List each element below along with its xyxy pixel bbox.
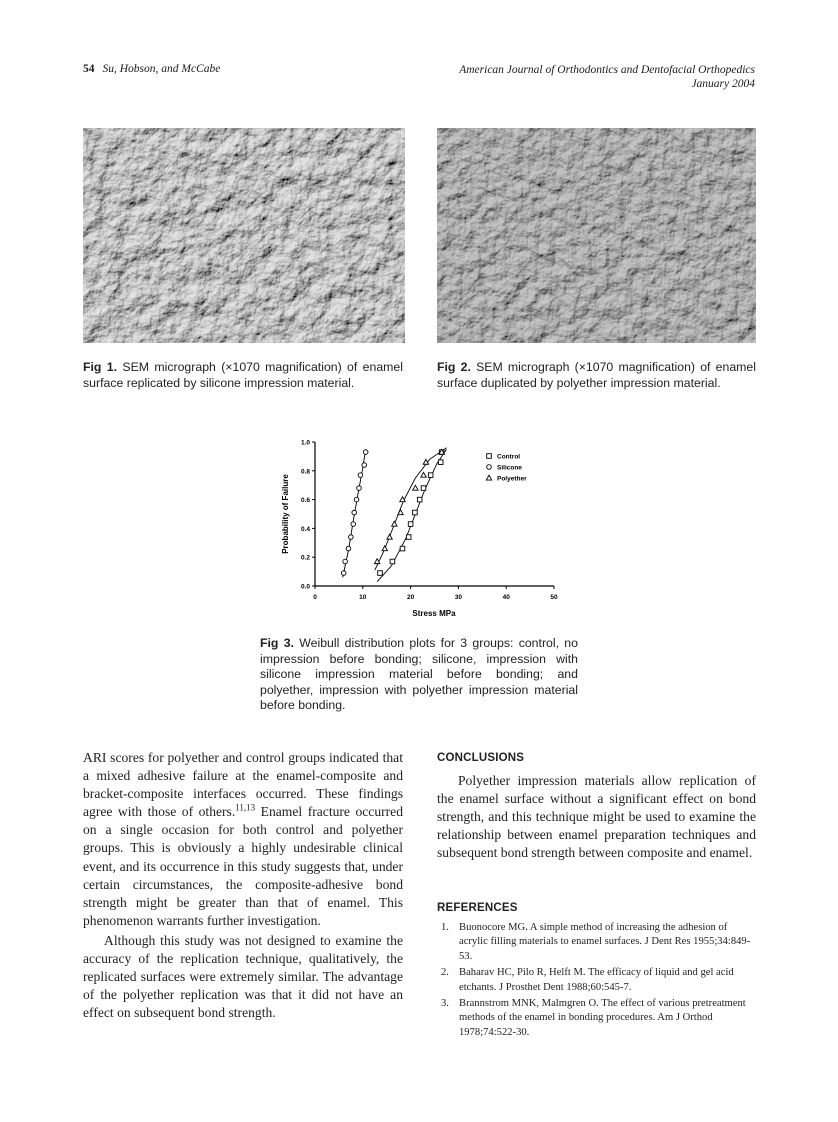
legend-marker-silicone (487, 465, 492, 470)
control-data-point (421, 486, 426, 491)
discussion-column (83, 749, 403, 1022)
reference-item (441, 997, 756, 1040)
fig1-label: Fig 1. (83, 360, 118, 374)
silicone-data-point (351, 522, 356, 527)
control-data-point (378, 571, 383, 576)
x-tick-label: 10 (359, 594, 367, 601)
reference-item (441, 966, 756, 995)
silicone-data-point (357, 486, 362, 491)
legend-marker-control (487, 454, 492, 459)
reference-number: 3. (441, 998, 449, 1010)
references-list (441, 921, 756, 1042)
conclusions-paragraph: Polyether impression materials allow replication of the enamel surface without a significant effect on bond strength, and this technique might be used to examine the relationship between enamel preparation techniques and subsequent bond strength between composite and enamel. (437, 773, 756, 861)
paragraph-1-text-a: ARI scores for polyether and control groups indicated that a mixed adhesive failure at the enamel-composite and bracket-composite interfaces occurred. These findings agree with those of others. (83, 750, 403, 820)
fig3-caption (260, 636, 578, 714)
legend-label-control: Control (497, 453, 521, 461)
fig3-label: Fig 3. (260, 636, 294, 650)
fig2-micrograph-image (437, 128, 756, 343)
control-fit-line (377, 449, 446, 582)
header-authors: Su, Hobson, and McCabe (102, 63, 221, 75)
control-data-point (438, 460, 443, 465)
polyether-data-point (421, 472, 426, 477)
x-tick-label: 40 (502, 594, 510, 601)
fig1-caption (83, 360, 403, 391)
citation-superscript: 11,13 (235, 802, 256, 813)
control-data-point (417, 497, 422, 502)
control-data-point (428, 473, 433, 478)
fig1-caption-text: SEM micrograph (×1070 magnification) of enamel surface replicated by silicone impression material. (83, 360, 403, 390)
references-heading: REFERENCES (437, 902, 518, 914)
conclusions-heading: CONCLUSIONS (437, 752, 525, 764)
legend-label-polyether: Polyether (497, 475, 527, 483)
x-tick-label: 50 (550, 594, 558, 601)
silicone-data-point (343, 559, 348, 564)
fig2-label: Fig 2. (437, 360, 471, 374)
polyether-data-point (387, 534, 392, 539)
y-tick-label: 0.2 (300, 554, 310, 562)
y-tick-label: 0.6 (300, 497, 310, 505)
paragraph-1-text-b: Enamel fracture occurred on a single occasion for both control and polyether groups. This is obviously a highly undesirable clinical event, and its occurrence in this study suggests that, under certain circumstances, the composite-adhesive bond strength might be greater than that of enamel. This phenomenon warrants further investigation. (83, 804, 403, 928)
control-data-point (408, 522, 413, 527)
header-issue: January 2004 (691, 78, 755, 90)
silicone-data-point (354, 497, 359, 502)
reference-text: Baharav HC, Pilo R, Helft M. The efficacy of liquid and gel acid etchants. J Prosthet Dent 1988;60:545-7. (459, 967, 734, 993)
x-tick-label: 0 (313, 594, 317, 601)
y-tick-label: 1.0 (300, 439, 310, 447)
control-data-point (400, 546, 405, 551)
fig3-weibull-chart (272, 432, 572, 624)
polyether-data-point (382, 546, 387, 551)
fig2-caption (437, 360, 756, 391)
reference-text: Brannstrom MNK, Malmgren O. The effect of various pretreatment methods of the enamel in bonding procedures. Am J Orthod 1978;74:522-30. (459, 998, 746, 1038)
polyether-data-point (413, 485, 418, 490)
discussion-paragraph-1 (83, 749, 403, 930)
fig3-caption-text: Weibull distribution plots for 3 groups: control, no impression before bonding; silicone, impression with silicone impression material before bonding; and polyether, impression with polyether impression material before bonding. (260, 636, 578, 712)
control-data-point (390, 559, 395, 564)
x-tick-label: 20 (406, 594, 415, 601)
polyether-data-point (392, 521, 397, 526)
y-tick-label: 0.0 (300, 583, 310, 591)
y-axis-label: Probability of Failure (281, 474, 290, 554)
silicone-data-point (358, 473, 363, 478)
discussion-paragraph-2: Although this study was not designed to examine the accuracy of the replication technique, qualitatively, the replicated surfaces were extremely similar. The advantage of the polyether replication was that it did not have an effect on subsequent bond strength. (83, 932, 403, 1021)
fig1-sem-micrograph (83, 128, 405, 343)
silicone-data-point (363, 450, 368, 455)
silicone-data-point (352, 510, 357, 515)
running-header-right (395, 63, 755, 91)
reference-number: 2. (441, 967, 449, 979)
running-header-left (83, 63, 220, 75)
reference-number: 1. (441, 922, 449, 933)
weibull-plot (272, 432, 572, 624)
y-tick-label: 0.8 (300, 468, 310, 476)
silicone-data-point (341, 571, 346, 576)
reference-item (441, 921, 756, 964)
legend-marker-polyether (486, 475, 491, 480)
header-journal: American Journal of Orthodontics and Dentofacial Orthopedics (459, 64, 755, 76)
silicone-data-point (349, 535, 354, 540)
page-number: 54 (83, 63, 95, 75)
legend-label-silicone: Silicone (497, 464, 522, 472)
x-axis-label: Stress MPa (412, 609, 456, 618)
x-tick-label: 30 (454, 594, 463, 601)
reference-text: Buonocore MG. A simple method of increasing the adhesion of acrylic filling materials to enamel surfaces. J Dent Res 1955;34:849-53. (459, 922, 751, 962)
control-data-point (406, 535, 411, 540)
fig2-caption-text: SEM micrograph (×1070 magnification) of enamel surface duplicated by polyether impression material. (437, 360, 756, 390)
silicone-data-point (346, 546, 351, 551)
fig2-sem-micrograph (437, 128, 756, 343)
fig1-micrograph-image (83, 128, 405, 343)
conclusions-text-block (437, 772, 756, 862)
y-tick-label: 0.4 (300, 525, 310, 533)
control-data-point (413, 510, 418, 515)
silicone-data-point (362, 463, 367, 468)
